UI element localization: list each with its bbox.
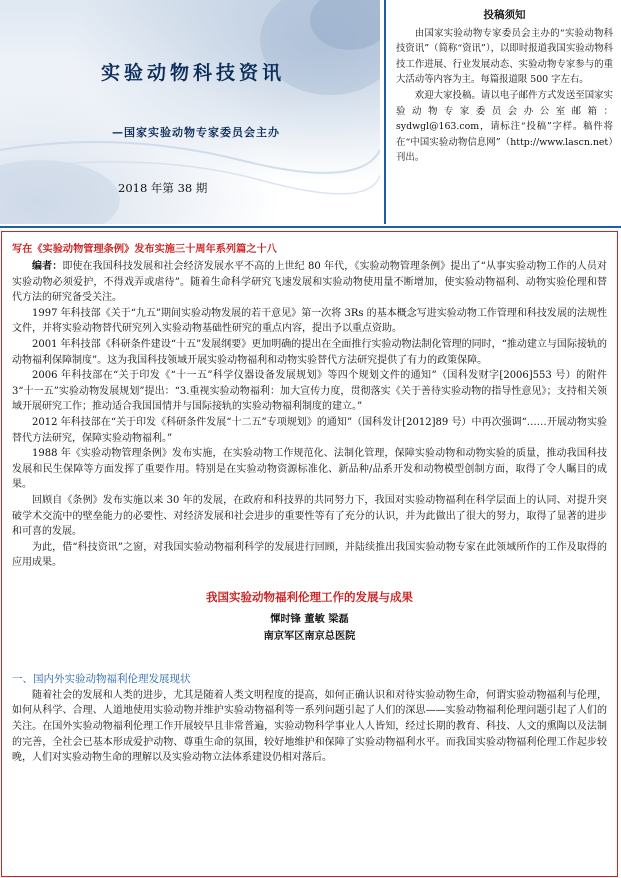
submission-notice	[384, 0, 621, 224]
paragraph-2001: 2001 年科技部《科研条件建设“十五”发展纲要》更加明确的提出在全面推行实验动物法制化管理的同时，“推动建立与国际接轨的动物福利保障制度”。这为我国科技领域开展实验动物福利和动物实验替代方法研究提供了有力的政策保障。	[12, 338, 607, 366]
notice-title: 投稿须知	[483, 9, 526, 21]
issue-number: 2018 年第 38 期	[118, 181, 208, 195]
editor-text: 即使在我国科技发展和社会经济发展水平不高的上世纪 80 年代，《实验动物管理条例》提出了“从事实验动物工作的人员对实验动物必须爱护，不得戏弄或虐待”。随着生命科学研究飞速发展和实验动物使用量不断增加，使实验动物福利、动物实验伦理和替代方法的研究备受关注。	[12, 261, 607, 304]
paragraph-1997: 1997 年科技部《关于“九五”期间实验动物发展的若干意见》第一次将 3Rs 的基本概念写进实验动物工作管理和科技发展的法规性文件，并将实验动物替代研究列入实验动物基础性研究的重点内容，提出予以重点资助。	[12, 307, 607, 335]
article-affiliation: 南京军区南京总医院	[263, 630, 356, 642]
editor-note	[12, 259, 607, 306]
paragraph-2012: 2012 年科技部在“关于印发《科研条件发展“十二五”专项规划》的通知”（国科发计[2012]89 号）中再次强调“……开展动物实验替代方法研究，保障实验动物福利。”	[12, 416, 607, 444]
content-frame	[1, 231, 618, 877]
series-title: 写在《实验动物管理条例》发布实施三十周年系列篇之十八	[12, 244, 277, 255]
newsletter-title: 实验动物科技资讯	[100, 62, 285, 84]
editor-label: 编者：	[32, 261, 63, 272]
article-title: 我国实验动物福利伦理工作的发展与成果	[206, 589, 413, 604]
newsletter-subtitle: —国家实验动物专家委员会主办	[112, 126, 280, 139]
notice-paragraph-1: 由国家实验动物专家委员会主办的“实验动物科技资讯”（简称“资讯”），以即时报道我国实验动物科技工作进展、行业发展动态、实验动物专家参与的重大活动等内容为主。每篇报道限 500 字左右。	[396, 27, 613, 86]
section-paragraph: 随着社会的发展和人类的进步，尤其是随着人类文明程度的提高，如何正确认识和对待实验动物生命，何谓实验动物福利与伦理，如何从科学、合理、人道地使用实验动物并维护实验动物福利等一系列问题引起了人们的深思——实验动物福利伦理问题引起了人们的关注。在国外实验动物福利伦理工作开展较早且非常普遍，实验动物科学事业人人皆知，经过长期的教育、科技、人文的熏陶以及法制的完善，全社会已基本形成爱护动物、尊重生命的氛围，较好地维护和保障了实验动物福利水平。而我国实验动物福利伦理工作起步较晚，人们对实验动物生命的理解以及实验动物立法体系建设仍相对落后。	[12, 689, 607, 764]
paragraph-closing: 为此，借“科技资讯”之窗，对我国实验动物福利科学的发展进行回顾，并陆续推出我国实验动物专家在此领域所作的工作及取得的应用成果。	[12, 541, 607, 569]
paragraph-review: 回顾自《条例》发布实施以来 30 年的发展，在政府和科技界的共同努力下，我国对实验动物福利在科学层面上的认同、对提升突破学术交流中的壁垒能力的必要性、对经济发展和社会进步的重要性等有了充分的认识，并为此做出了很大的努力，取得了显著的进步和可喜的发展。	[12, 494, 607, 538]
banner	[0, 0, 380, 224]
paragraph-1988: 1988 年《实验动物管理条例》发布实施，在实验动物工作规范化、法制化管理，保障实验动物和动物实验的质量，推动我国科技发展和民生保障等方面发挥了重要作用。特别是在实验动物资源标准化、新品种/品系开发和动物模型创制方面，取得了令人瞩目的成果。	[12, 448, 607, 491]
paragraph-2006: 2006 年科技部在“关于印发《“十一五”科学仪器设备发展规划》等四个规划文件的通知”（国科发财字[2006]553 号）的附件 3“十一五”实验动物发展规划”提出：“3.重视实验动物福利：加大宣传力度，贯彻落实《关于善待实验动物的指导性意见》；支持相关领域开展研究工作；推动适合我国国情并与国际接轨的实验动物福利制度的建立。”	[12, 370, 607, 413]
article-authors: 惲时锋 董敏 梁磊	[270, 613, 349, 625]
masthead	[0, 0, 621, 228]
notice-paragraph-2: 欢迎大家投稿。请以电子邮件方式发送至国家实验动物专家委员会办公室邮箱：sydwgl@163.com，请标注“投稿”字样。稿件将在“中国实验动物信息网”（http://www.lascn.net）刊出。	[396, 89, 613, 164]
section-heading: 一、国内外实验动物福利伦理发展现状	[12, 672, 191, 685]
